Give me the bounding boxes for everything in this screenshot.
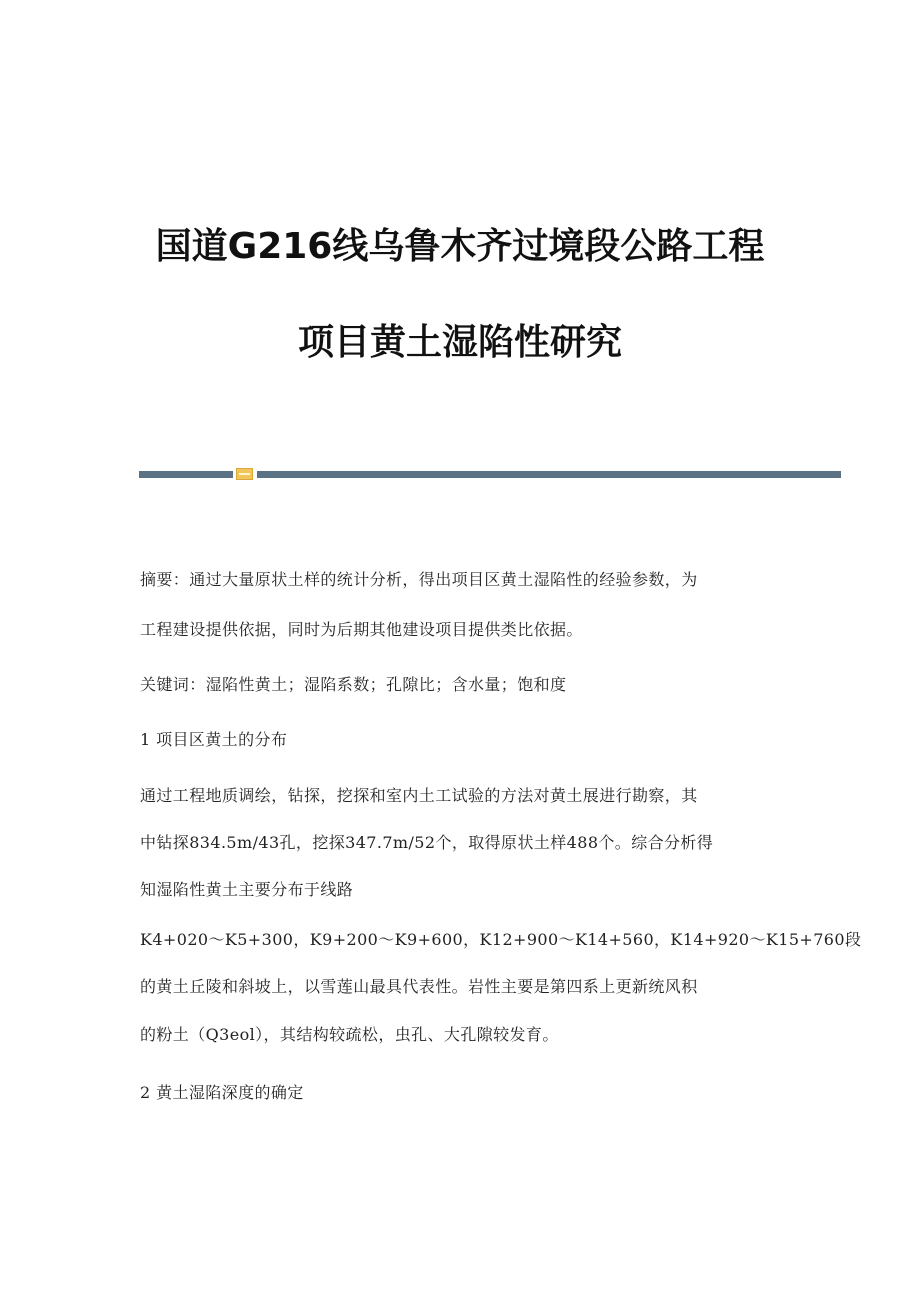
abstract-line-1: 摘要：通过大量原状土样的统计分析，得出项目区黄土湿陷性的经验参数，为	[140, 570, 698, 589]
abstract-line-2: 工程建设提供依据，同时为后期其他建设项目提供类比依据。	[140, 620, 583, 639]
document-title-line-2: 项目黄土湿陷性研究	[297, 322, 622, 363]
title-divider-right	[257, 471, 841, 478]
body-line-4: K4+020～K5+300，K9+200～K9+600，K12+900～K14+560，K14+920～K15+760段	[140, 930, 862, 949]
document-title-line-1: 国道G216线乌鲁木齐过境段公路工程	[155, 226, 765, 267]
body-line-1: 通过工程地质调绘，钻探，挖探和室内土工试验的方法对黄土展进行勘察，其	[140, 786, 698, 805]
body-line-2: 中钻探834.5m/43孔，挖探347.7m/52个，取得原状土样488个。综合分析得	[140, 833, 714, 852]
body-line-5: 的黄土丘陵和斜坡上，以雪莲山最具代表性。岩性主要是第四系上更新统风积	[140, 977, 698, 996]
body-line-6: 的粉土（Q3eol），其结构较疏松，虫孔、大孔隙较发育。	[140, 1025, 559, 1044]
divider-ornament-icon	[236, 468, 253, 480]
title-divider-left	[139, 471, 233, 478]
keywords-line: 关键词：湿陷性黄土；湿陷系数；孔隙比；含水量；饱和度	[140, 675, 567, 694]
section-heading-1: 1 项目区黄土的分布	[140, 730, 288, 749]
section-heading-2: 2 黄土湿陷深度的确定	[140, 1083, 304, 1102]
body-line-3: 知湿陷性黄土主要分布于线路	[140, 880, 354, 899]
